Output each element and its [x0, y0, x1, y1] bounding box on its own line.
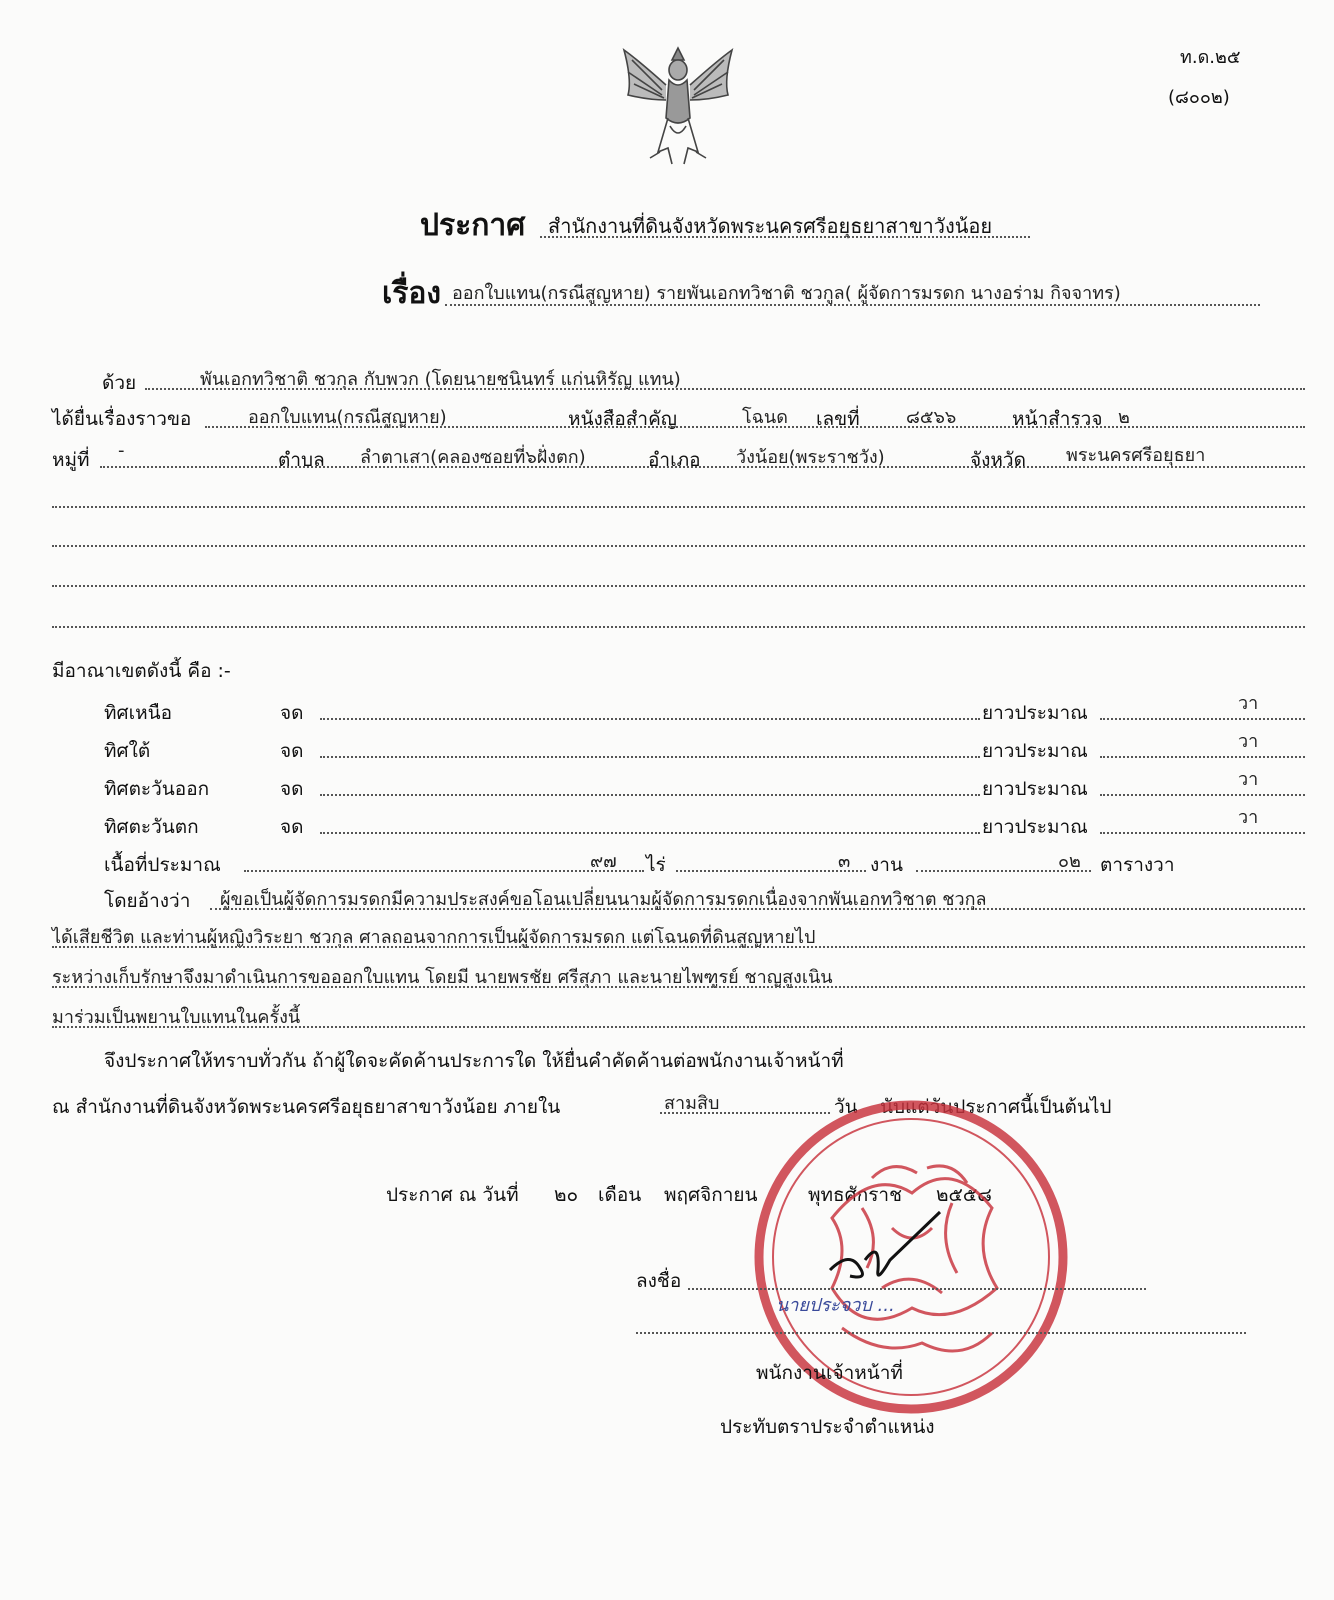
subject-dotline [445, 304, 1260, 306]
dotline [1100, 756, 1305, 758]
notice-line-2-prefix: ณ สำนักงานที่ดินจังหวัดพระนครศรีอยุธยาสาขาวังน้อย ภายใน [52, 1096, 561, 1118]
unit-label: วา [1238, 731, 1259, 752]
handwritten-signature [820, 1200, 950, 1290]
by-value: พันเอกทวิชาติ ชวกุล กับพวก (โดยนายชนินทร์ แก่นหิรัญ แทน) [200, 369, 681, 390]
notice-line-2-suffix: นับแต่วันประกาศนี้เป็นต้นไป [880, 1096, 1112, 1118]
garuda-emblem-icon [618, 40, 738, 170]
adjoin-label: จด [280, 778, 304, 800]
dotline [320, 756, 980, 758]
office-name: สำนักงานที่ดินจังหวัดพระนครศรีอยุธยาสาขาวังน้อย [548, 214, 993, 238]
official-label: พนักงานเจ้าหน้าที่ [756, 1362, 903, 1384]
dotline [1100, 718, 1305, 720]
province-label: จังหวัด [970, 449, 1026, 471]
province-value: พระนครศรีอยุธยา [1066, 445, 1206, 466]
boundary-east: ทิศตะวันออก [104, 778, 210, 800]
days-value: สามสิบ [664, 1093, 720, 1114]
dotline [100, 466, 1305, 468]
dotline [1100, 832, 1305, 834]
dotline [145, 388, 1305, 390]
dotline [244, 870, 644, 872]
claim-line-4: มาร่วมเป็นพยานใบแทนในครั้งนี้ [52, 1007, 301, 1028]
village-value: - [118, 440, 125, 461]
district-value: วังน้อย(พระราชวัง) [736, 447, 885, 468]
length-label: ยาวประมาณ [982, 778, 1088, 800]
subject-text: ออกใบแทน(กรณีสูญหาย) รายพันเอกทวิชาติ ชวกูล( ผู้จัดการมรดก นางอร่าม กิจจาทร) [452, 283, 1121, 304]
date-day: ๒๐ [554, 1184, 579, 1206]
sign-label: ลงชื่อ [636, 1270, 682, 1292]
claim-line-2: ได้เสียชีวิต และท่านผู้หญิงวิระยา ชวกุล ศาลถอนจากการเป็นผู้จัดการมรดก แต่โฉนดที่ดินสูญหายไป [52, 927, 816, 948]
number-label: เลขที่ [816, 408, 860, 430]
seal-label: ประทับตราประจำตำแหน่ง [720, 1416, 935, 1438]
boundary-north: ทิศเหนือ [104, 702, 173, 724]
dotline [320, 832, 980, 834]
doc-value: โฉนด [742, 407, 788, 428]
date-prefix: ประกาศ ณ วันที่ [386, 1184, 519, 1206]
boundary-south: ทิศใต้ [104, 740, 151, 762]
unit-label: วา [1238, 769, 1259, 790]
length-label: ยาวประมาณ [982, 702, 1088, 724]
name-stamp: นายประจวบ ... [776, 1295, 895, 1316]
length-label: ยาวประมาณ [982, 816, 1088, 838]
survey-value: ๒ [1118, 407, 1130, 428]
dotline [52, 1026, 1305, 1028]
blank-dotline [52, 585, 1305, 587]
district-label: อำเภอ [648, 449, 701, 471]
adjoin-label: จด [280, 702, 304, 724]
village-label: หมู่ที่ [52, 449, 90, 471]
claim-label: โดยอ้างว่า [104, 890, 191, 912]
ngan-label: งาน [870, 854, 903, 876]
boundary-west: ทิศตะวันตก [104, 816, 199, 838]
subdistrict-label: ตำบล [278, 449, 325, 471]
date-month: พฤศจิกายน [664, 1184, 758, 1206]
dotline [210, 908, 1305, 910]
announce-label: ประกาศ [420, 208, 526, 243]
dotline [320, 718, 980, 720]
number-value: ๘๕๖๖ [906, 407, 957, 428]
date-year: ๒๕๕๘ [936, 1184, 992, 1206]
form-code: ท.ด.๒๕ [1180, 47, 1241, 68]
adjoin-label: จด [280, 740, 304, 762]
notice-line-1: จึงประกาศให้ทราบทั่วกัน ถ้าผู้ใดจะคัดค้านประการใด ให้ยื่นคำคัดค้านต่อพนักงานเจ้าหน้าที่ [104, 1050, 844, 1072]
wa-label: ตารางวา [1100, 854, 1175, 876]
area-label: เนื้อที่ประมาณ [104, 854, 221, 876]
rai-value: ๙๗ [590, 851, 617, 872]
dotline [52, 986, 1305, 988]
date-month-label: เดือน [598, 1184, 642, 1206]
claim-line-1: ผู้ขอเป็นผู้จัดการมรดกมีความประสงค์ขอโอนเปลี่ยนนามผู้จัดการมรดกเนื่องจากพันเอกทวิชาต ชวกุล [220, 889, 987, 910]
dotline [52, 946, 1305, 948]
dotline [320, 794, 980, 796]
blank-dotline [52, 626, 1305, 628]
blank-dotline [52, 506, 1305, 508]
survey-label: หน้าสำรวจ [1012, 408, 1103, 430]
unit-label: วา [1238, 693, 1259, 714]
unit-label: วา [1238, 807, 1259, 828]
form-number: (๘๐๐๒) [1168, 87, 1230, 108]
name-dotline [636, 1332, 1246, 1334]
blank-dotline [52, 545, 1305, 547]
subject-label: เรื่อง [382, 276, 442, 311]
date-year-label: พุทธศักราช [808, 1184, 902, 1206]
request-value: ออกใบแทน(กรณีสูญหาย) [248, 407, 447, 428]
ngan-value: ๓ [838, 851, 851, 872]
dotline [1100, 794, 1305, 796]
office-dotline [540, 236, 1030, 238]
adjoin-label: จด [280, 816, 304, 838]
day-label: วัน [834, 1096, 858, 1118]
request-label: ได้ยื่นเรื่องราวขอ [52, 408, 192, 430]
by-label: ด้วย [102, 372, 137, 394]
dotline [205, 426, 1305, 428]
boundary-intro: มีอาณาเขตดังนี้ คือ :- [52, 660, 231, 682]
rai-label: ไร่ [646, 854, 666, 876]
subdistrict-value: ลำตาเสา(คลองซอยที่๖ฝั่งตก) [360, 447, 586, 468]
claim-line-3: ระหว่างเก็บรักษาจึงมาดำเนินการขอออกใบแทน โดยมี นายพรชัย ศรีสุภา และนายไพฑูรย์ ชาญสูงเนิน [52, 967, 833, 988]
wa-value: ๐๒ [1058, 851, 1081, 872]
doc-label: หนังสือสำคัญ [568, 408, 677, 430]
length-label: ยาวประมาณ [982, 740, 1088, 762]
